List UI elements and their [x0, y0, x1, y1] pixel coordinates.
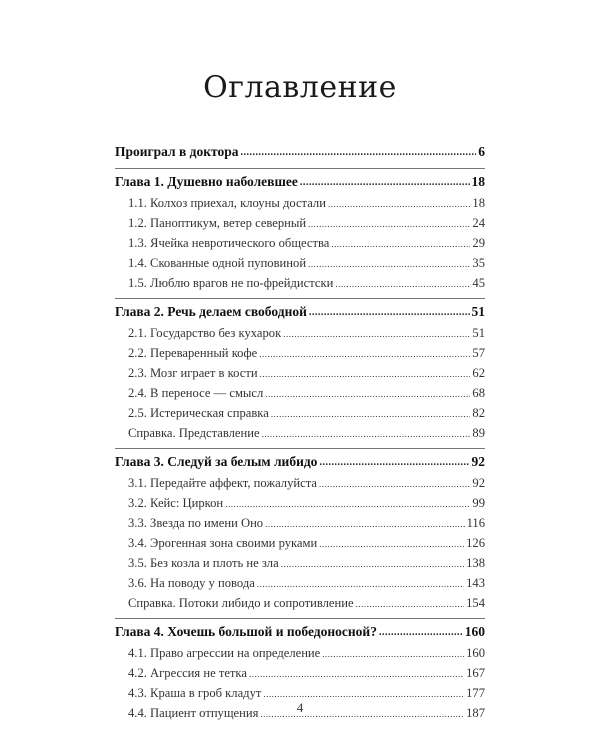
toc-section-row[interactable] [115, 533, 485, 553]
toc-entry-page: 18 [471, 174, 485, 189]
dot-leader [260, 365, 471, 383]
toc-entry-title: 3.1. Передайте аффект, пожалуйста [128, 476, 317, 490]
toc-entry-title: 2.5. Истерическая справка [128, 406, 269, 420]
toc-entry-title: 2.2. Переваренный кофе [128, 346, 258, 360]
toc-entry-page: 187 [466, 706, 485, 720]
toc-entry-page: 167 [466, 666, 485, 680]
toc-entry-title: 4.2. Агрессия не тетка [128, 666, 247, 680]
toc-entry-title: Глава 2. Речь делаем свободной [115, 304, 307, 319]
dot-leader [319, 535, 464, 553]
dot-leader [265, 385, 470, 403]
toc-chapter-row[interactable] [115, 171, 485, 193]
dot-leader [257, 575, 464, 593]
toc-entry-title: 2.1. Государство без кухарок [128, 326, 282, 340]
toc-prologue-row[interactable] [115, 141, 485, 163]
toc-entry-title: 2.4. В переносе — смысл [128, 386, 264, 400]
dot-leader [271, 405, 471, 423]
toc-section-row[interactable] [115, 253, 485, 273]
table-of-contents [115, 141, 485, 723]
toc-entry-title: 3.3. Звезда по имени Оно [128, 516, 264, 530]
toc-chapter-row[interactable] [115, 301, 485, 323]
toc-entry-title: 1.2. Паноптикум, ветер северный [128, 216, 307, 230]
toc-entry-title: Проиграл в доктора [115, 144, 239, 159]
toc-section-row[interactable] [115, 343, 485, 363]
toc-section-row[interactable] [115, 233, 485, 253]
page-number: 4 [296, 700, 304, 715]
toc-entry-page: 160 [466, 646, 485, 660]
toc-entry-page: 18 [472, 196, 485, 210]
toc-section-row[interactable] [115, 423, 485, 443]
toc-entry-title: Справка. Представление [128, 426, 260, 440]
toc-section-row[interactable] [115, 193, 485, 213]
dot-leader [308, 255, 470, 273]
toc-entry-title: 2.3. Мозг играет в кости [128, 366, 258, 380]
toc-entry-page: 51 [472, 326, 485, 340]
toc-section-row[interactable] [115, 553, 485, 573]
toc-entry-title: 3.5. Без козла и плоть не зла [128, 556, 279, 570]
dot-leader [309, 303, 470, 323]
toc-section-row[interactable] [115, 473, 485, 493]
toc-section-row[interactable] [115, 213, 485, 233]
toc-section-row[interactable] [115, 383, 485, 403]
toc-entry-page: 51 [471, 304, 485, 319]
toc-section-row[interactable] [115, 323, 485, 343]
toc-entry-page: 116 [466, 516, 485, 530]
page-title: Оглавление [203, 70, 397, 105]
toc-section-row[interactable] [115, 663, 485, 683]
chapter-divider [115, 618, 485, 619]
dot-leader [300, 173, 470, 193]
toc-entry-page: 57 [472, 346, 485, 360]
dot-leader [308, 215, 470, 233]
toc-entry-title: 1.5. Люблю врагов не по-фрейдистски [128, 276, 334, 290]
toc-section-row[interactable] [115, 363, 485, 383]
toc-chapter-row[interactable] [115, 451, 485, 473]
dot-leader [283, 325, 470, 343]
toc-entry-page: 154 [466, 596, 485, 610]
toc-entry-title: 3.4. Эрогенная зона своими руками [128, 536, 318, 550]
dot-leader [322, 645, 464, 663]
toc-entry-title: Глава 1. Душевно наболевшее [115, 174, 298, 189]
toc-section-row[interactable] [115, 593, 485, 613]
toc-entry-page: 6 [478, 144, 485, 159]
toc-entry-title: 1.4. Скованные одной пуповиной [128, 256, 307, 270]
toc-entry-page: 68 [472, 386, 485, 400]
toc-entry-title: 4.1. Право агрессии на определение [128, 646, 321, 660]
toc-entry-page: 24 [472, 216, 485, 230]
dot-leader [319, 475, 470, 493]
dot-leader [331, 235, 470, 253]
dot-leader [259, 345, 470, 363]
toc-entry-page: 160 [464, 624, 485, 639]
toc-entry-title: Глава 3. Следуй за белым либидо [115, 454, 318, 469]
toc-entry-title: 1.1. Колхоз приехал, клоуны достали [128, 196, 326, 210]
dot-leader [379, 623, 463, 643]
toc-entry-title: Глава 4. Хочешь большой и победоносной? [115, 624, 377, 639]
dot-leader [319, 453, 469, 473]
chapter-divider [115, 298, 485, 299]
toc-chapter-row[interactable] [115, 621, 485, 643]
toc-entry-title: 3.6. На поводу у повода [128, 576, 255, 590]
toc-entry-page: 99 [472, 496, 485, 510]
toc-entry-page: 92 [472, 476, 485, 490]
dot-leader [265, 515, 464, 533]
toc-entry-title: 1.3. Ячейка невротического общества [128, 236, 330, 250]
toc-entry-page: 92 [471, 454, 485, 469]
toc-section-row[interactable] [115, 403, 485, 423]
toc-section-row[interactable] [115, 573, 485, 593]
toc-entry-title: 4.4. Пациент отпущения [128, 706, 259, 720]
toc-entry-page: 82 [472, 406, 485, 420]
toc-section-row[interactable] [115, 493, 485, 513]
toc-entry-page: 138 [466, 556, 485, 570]
dot-leader [240, 143, 476, 163]
dot-leader [335, 275, 470, 293]
chapter-divider [115, 448, 485, 449]
dot-leader [356, 595, 465, 613]
toc-section-row[interactable] [115, 273, 485, 293]
toc-entry-title: 4.3. Краша в гроб кладут [128, 686, 262, 700]
dot-leader [328, 195, 470, 213]
toc-entry-page: 126 [466, 536, 485, 550]
dot-leader [225, 495, 470, 513]
dot-leader [262, 425, 471, 443]
toc-section-row[interactable] [115, 513, 485, 533]
toc-entry-page: 143 [466, 576, 485, 590]
toc-entry-page: 89 [472, 426, 485, 440]
toc-entry-page: 62 [472, 366, 485, 380]
toc-entry-page: 35 [472, 256, 485, 270]
chapter-divider [115, 168, 485, 169]
toc-entry-page: 45 [472, 276, 485, 290]
toc-section-row[interactable] [115, 643, 485, 663]
toc-entry-page: 177 [466, 686, 485, 700]
toc-entry-page: 29 [472, 236, 485, 250]
toc-entry-title: Справка. Потоки либидо и сопротивление [128, 596, 354, 610]
dot-leader [249, 665, 464, 683]
toc-entry-title: 3.2. Кейс: Циркон [128, 496, 224, 510]
dot-leader [281, 555, 464, 573]
